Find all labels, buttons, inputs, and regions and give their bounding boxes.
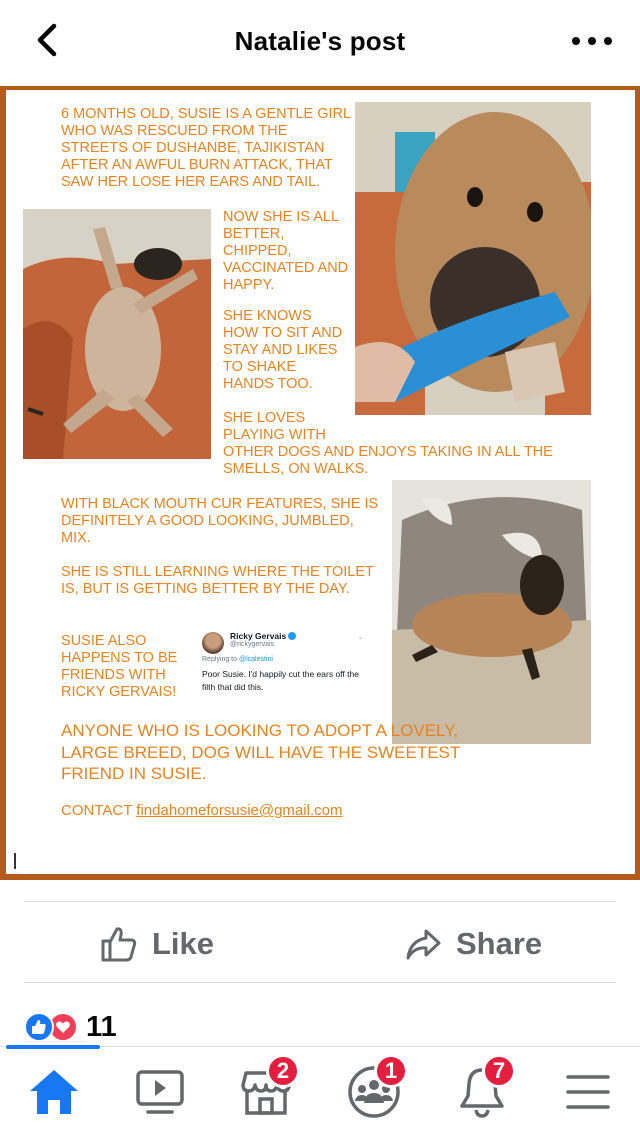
- video-icon: [134, 1068, 186, 1116]
- like-button[interactable]: [100, 918, 214, 970]
- post-paragraph-7: SUSIE ALSO HAPPENS TO BE FRIENDS WITH RICKY GERVAIS!: [61, 633, 178, 700]
- tweet-card: [202, 626, 368, 706]
- tweet-text: Poor Susie. I'd happily cut the ears off the filth that did this.: [202, 669, 359, 692]
- like-reaction-icon: [24, 1012, 54, 1042]
- more-dot-icon: [604, 37, 612, 45]
- post-image-frame[interactable]: [0, 86, 640, 880]
- contact-email-link[interactable]: findahomeforsusie@gmail.com: [136, 802, 343, 819]
- post-paragraph-6: SHE IS STILL LEARNING WHERE THE TOILET IS, BUT IS GETTING BETTER BY THE DAY.: [61, 564, 374, 597]
- photo-dog-on-couch: [23, 209, 211, 459]
- notifications-badge: 7: [482, 1054, 516, 1088]
- nav-notifications[interactable]: [452, 1058, 512, 1122]
- more-dot-icon: [572, 37, 580, 45]
- nav-menu[interactable]: [558, 1062, 618, 1122]
- share-label: Share: [456, 926, 543, 961]
- hamburger-menu-icon: [564, 1071, 612, 1113]
- marketplace-badge: 2: [266, 1054, 300, 1088]
- photo-dog-on-chair: [392, 480, 591, 744]
- more-options-button[interactable]: [572, 24, 612, 58]
- nav-home[interactable]: [24, 1062, 84, 1122]
- tweet-author-name: Ricky Gervais: [230, 631, 296, 641]
- bottom-nav: [0, 1046, 640, 1136]
- text-cursor: [14, 853, 16, 869]
- post-paragraph-8: ANYONE WHO IS LOOKING TO ADOPT A LOVELY, LARGE BREED, DOG WILL HAVE THE SWEETEST FRIEND IN SUSIE.: [61, 721, 460, 783]
- reaction-count: 11: [86, 1010, 117, 1043]
- reaction-summary[interactable]: [24, 1010, 117, 1044]
- verified-badge-icon: [288, 632, 296, 640]
- tweet-handle: @rickygervais: [230, 641, 275, 648]
- nav-active-indicator: [6, 1045, 100, 1049]
- post-paragraph-4a: SHE LOVES PLAYING WITH: [223, 410, 326, 443]
- photo-dog-with-toy: [355, 102, 591, 415]
- share-button[interactable]: [404, 918, 542, 970]
- nav-groups[interactable]: [344, 1058, 404, 1122]
- post-paragraph-5: WITH BLACK MOUTH CUR FEATURES, SHE IS DEFINITELY A GOOD LOOKING, JUMBLED, MIX.: [61, 496, 379, 546]
- share-arrow-icon: [404, 925, 442, 963]
- post-paragraph-3: SHE KNOWS HOW TO SIT AND STAY AND LIKES TO SHAKE HANDS TOO.: [223, 308, 343, 392]
- groups-badge: 1: [374, 1054, 408, 1088]
- tweet-avatar: [202, 632, 224, 654]
- post-header: [0, 0, 640, 84]
- post-image: [6, 90, 635, 874]
- like-label: Like: [152, 926, 215, 961]
- tweet-chevron-icon: ⌄: [357, 632, 364, 641]
- divider-bottom: [24, 982, 616, 983]
- nav-watch[interactable]: [130, 1062, 190, 1122]
- contact-line: [61, 802, 342, 819]
- thumbs-up-icon: [100, 925, 138, 963]
- contact-label: CONTACT: [61, 802, 133, 819]
- nav-marketplace[interactable]: [236, 1058, 296, 1122]
- post-paragraph-2: NOW SHE IS ALL BETTER, CHIPPED, VACCINATED AND HAPPY.: [223, 209, 349, 293]
- post-paragraph-1: 6 MONTHS OLD, SUSIE IS A GENTLE GIRL WHO WAS RESCUED FROM THE STREETS OF DUSHANBE, TAJIKISTAN AFTER AN AWFUL BURN ATTACK, THAT SAW HER LOSE HER EARS AND TAIL.: [61, 106, 351, 190]
- more-dot-icon: [588, 37, 596, 45]
- tweet-reply-to: Replying to @lcalestini: [202, 656, 273, 663]
- home-icon: [28, 1067, 80, 1117]
- page-title: Natalie's post: [234, 26, 406, 56]
- divider-top: [24, 901, 616, 902]
- post-paragraph-4b: OTHER DOGS AND ENJOYS TAKING IN ALL THE SMELLS, ON WALKS.: [223, 444, 553, 477]
